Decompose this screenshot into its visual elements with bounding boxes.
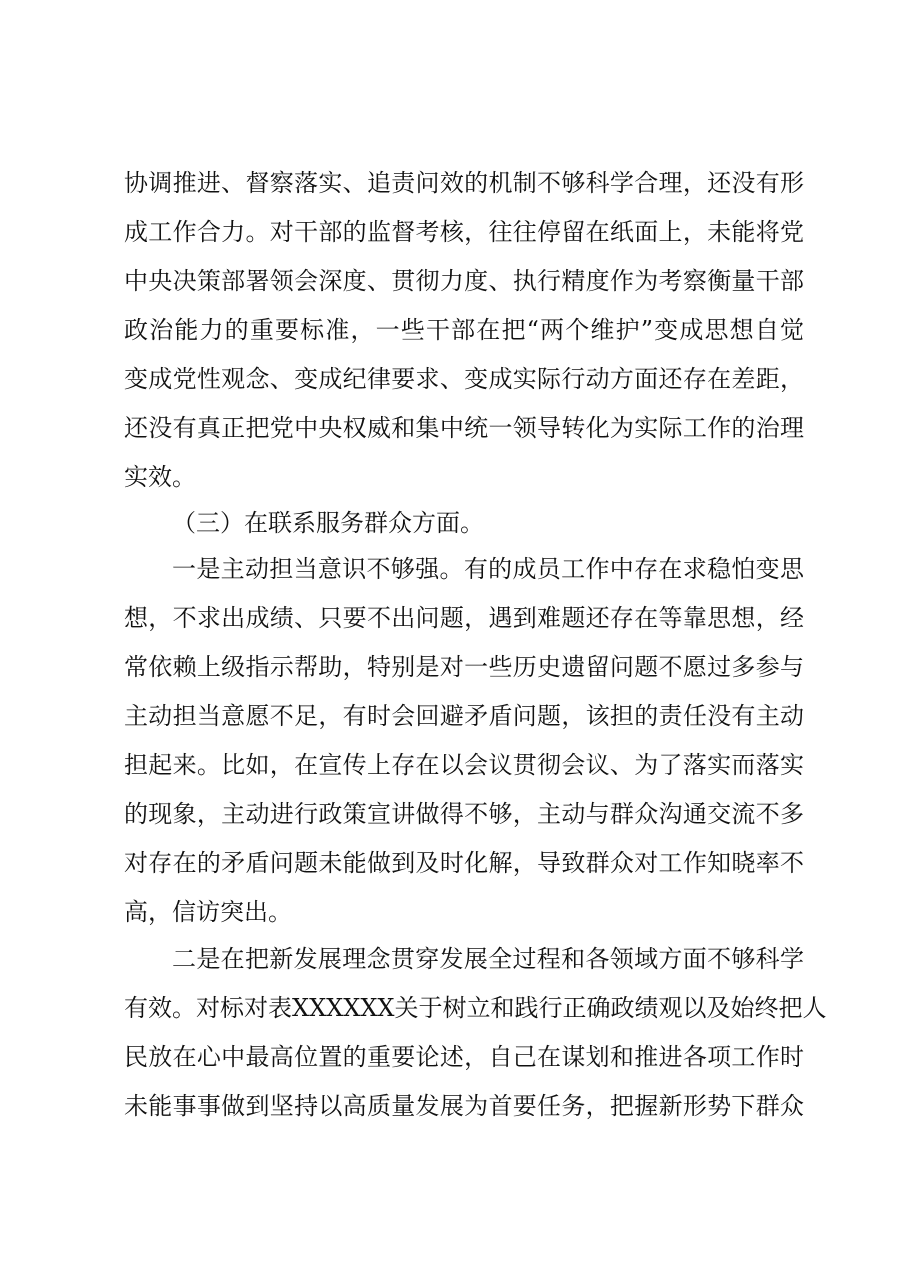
section-heading: （三）在联系服务群众方面。	[172, 509, 484, 537]
paragraph-2-line-2: 有效。对标对表XXXXXX关于树立和践行正确政绩观以及始终把人	[124, 994, 827, 1022]
paragraph-1-line-3: 常依赖上级指示帮助，特别是对一些历史遗留问题不愿过多参与	[124, 653, 804, 681]
text-line-7: 实效。	[124, 463, 196, 491]
paragraph-1-line-5: 担起来。比如，在宣传上存在以会议贯彻会议、为了落实而落实	[124, 751, 804, 779]
paragraph-2-line-4: 未能事事做到坚持以高质量发展为首要任务，把握新形势下群众	[124, 1092, 804, 1120]
paragraph-1-line-4: 主动担当意愿不足，有时会回避矛盾问题，该担的责任没有主动	[124, 702, 804, 730]
text-line-2: 成工作合力。对干部的监督考核，往往停留在纸面上，未能将党	[124, 218, 804, 246]
paragraph-1-line-6: 的现象，主动进行政策宣讲做得不够，主动与群众沟通交流不多	[124, 800, 804, 828]
text-line-6: 还没有真正把党中央权威和集中统一领导转化为实际工作的治理	[124, 414, 804, 442]
paragraph-1-line-8: 高，信访突出。	[124, 898, 292, 926]
paragraph-2-line-3: 民放在心中最高位置的重要论述，自己在谋划和推进各项工作时	[124, 1043, 804, 1071]
paragraph-1-line-2: 想，不求出成绩、只要不出问题，遇到难题还存在等靠思想，经	[124, 604, 804, 632]
paragraph-2-line-1: 二是在把新发展理念贯穿发展全过程和各领域方面不够科学	[172, 945, 804, 973]
paragraph-1-line-7: 对存在的矛盾问题未能做到及时化解，导致群众对工作知晓率不	[124, 849, 804, 877]
text-line-4: 政治能力的重要标准，一些干部在把“两个维护”变成思想自觉	[124, 316, 804, 344]
text-line-3: 中央决策部署领会深度、贯彻力度、执行精度作为考察衡量干部	[124, 267, 804, 295]
paragraph-1-line-1: 一是主动担当意识不够强。有的成员工作中存在求稳怕变思	[172, 555, 804, 583]
text-line-5: 变成党性观念、变成纪律要求、变成实际行动方面还存在差距，	[124, 365, 804, 393]
text-line-1: 协调推进、督察落实、追责问效的机制不够科学合理，还没有形	[124, 169, 804, 197]
